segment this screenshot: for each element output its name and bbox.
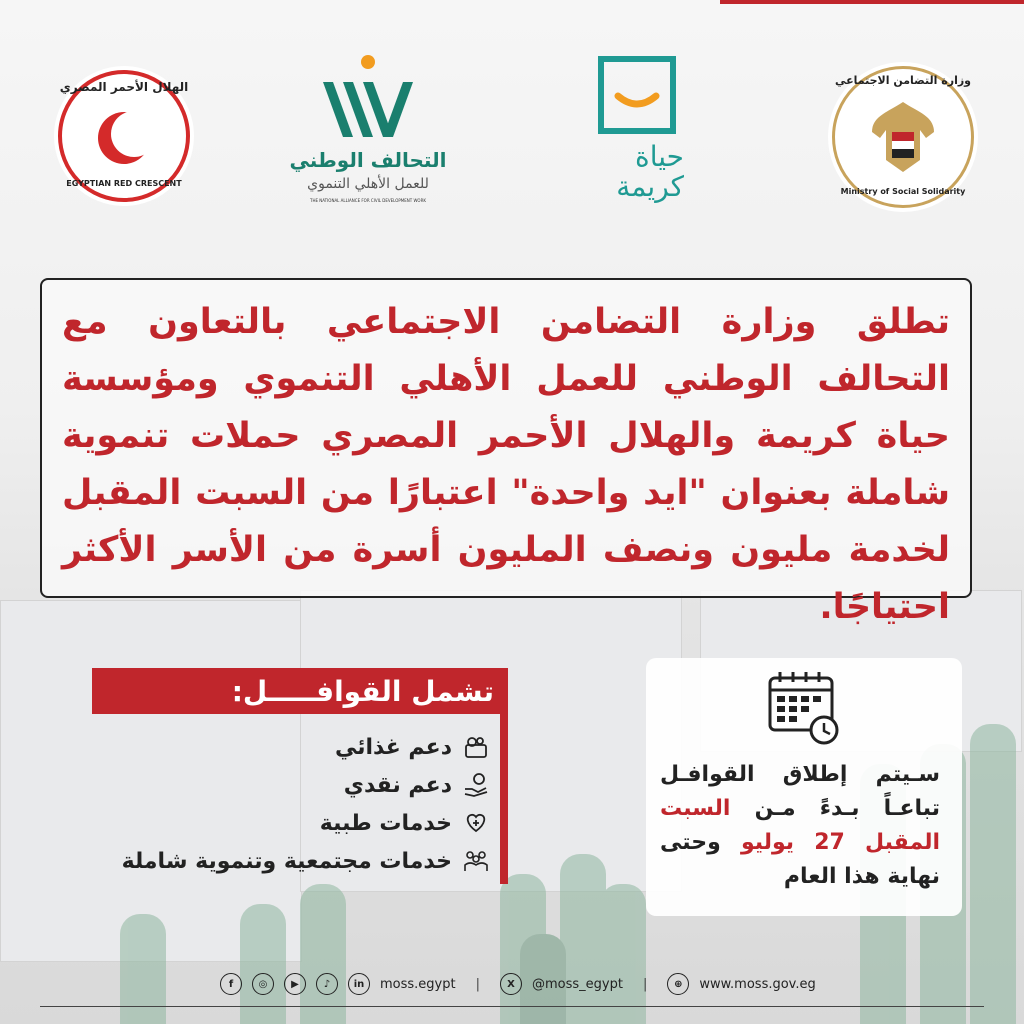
convoys-accent-bar: [500, 668, 508, 884]
red-crescent-logo: [54, 66, 194, 206]
ministry-logo: [828, 62, 978, 212]
alliance-icon: [288, 52, 448, 152]
list-item: [122, 804, 490, 842]
community-icon: [462, 847, 490, 875]
calendar-clock-icon: [764, 668, 844, 748]
instagram-icon[interactable]: ◎: [252, 973, 274, 995]
convoy-item-label: دعم نقدي: [343, 772, 452, 798]
alliance-subtitle: للعمل الأهلي التنموي: [307, 176, 429, 192]
ministry-arabic: وزارة التضامن الاجتماعي: [834, 74, 972, 87]
footer-bar: [220, 964, 984, 1004]
convoys-list: [122, 728, 490, 880]
cash-hand-icon: [462, 771, 490, 799]
convoy-item-label: خدمات طبية: [319, 810, 452, 836]
launch-info-text: [660, 758, 940, 894]
alliance-english: THE NATIONAL ALLIANCE FOR CIVIL DEVELOPMENT WORK: [310, 198, 426, 203]
footer-separator: |: [475, 976, 480, 992]
footer-divider: [40, 1006, 984, 1007]
x-icon[interactable]: X: [500, 973, 522, 995]
launch-info-part2: وحتى نهاية هذا العام: [660, 830, 940, 889]
convoy-item-label: خدمات مجتمعية وتنموية شاملة: [121, 848, 452, 874]
alliance-title: التحالف الوطني: [289, 148, 447, 172]
convoys-title: تشمل القوافـــــل:: [231, 674, 494, 708]
list-item: [122, 728, 490, 766]
smile-icon: [604, 62, 670, 128]
announcement-box: [40, 278, 972, 627]
list-item: [122, 842, 490, 880]
ministry-english: Ministry of Social Solidarity: [840, 187, 966, 196]
announcement-text: تطلق وزارة التضامن الاجتماعي بالتعاون مع التحالف الوطني للعمل الأهلي التنموي ومؤسسة حياة كريمة والهلال الأحمر المصري حملات تنموية شاملة بعنوان "ايد واحدة" اعتبارًا من السبت المقبل لخدمة مليون ونصف المليون أسرة من الأسر الأكثر احتياجًا.: [62, 302, 950, 627]
food-basket-icon: [462, 733, 490, 761]
footer-separator: |: [642, 976, 648, 992]
social-handle-link[interactable]: moss.egypt: [380, 976, 456, 992]
top-accent-line: [720, 0, 1024, 4]
website-link[interactable]: www.moss.gov.eg: [699, 976, 816, 992]
facebook-icon[interactable]: f: [220, 973, 242, 995]
launch-info-box: [646, 658, 962, 916]
launch-info-date: السبت المقبل 27 يوليو: [660, 796, 940, 855]
eagle-icon: [868, 98, 938, 178]
convoy-item-label: دعم غذائي: [334, 734, 452, 760]
launch-info-part1: سـيتم إطلاق القوافـل تباعـاً بـدءً مـن: [660, 762, 940, 821]
linkedin-icon[interactable]: in: [348, 973, 370, 995]
hayah-line2: كريمة: [616, 170, 684, 203]
red-crescent-arabic: الهلال الأحمر المصري: [59, 80, 189, 94]
x-handle-link[interactable]: @moss_egypt: [531, 976, 623, 992]
hayah-karima-logo: [592, 52, 692, 212]
medical-heart-icon: [462, 809, 490, 837]
convoys-header: [92, 668, 506, 714]
hayah-frame: [598, 56, 676, 134]
youtube-icon[interactable]: ▶: [284, 973, 306, 995]
globe-icon[interactable]: ⊕: [667, 973, 689, 995]
national-alliance-logo: [288, 52, 448, 212]
hayah-line1: حياة: [635, 140, 684, 173]
tiktok-icon[interactable]: ♪: [316, 973, 338, 995]
list-item: [122, 766, 490, 804]
red-crescent-english: EGYPTIAN RED CRESCENT: [66, 179, 182, 188]
